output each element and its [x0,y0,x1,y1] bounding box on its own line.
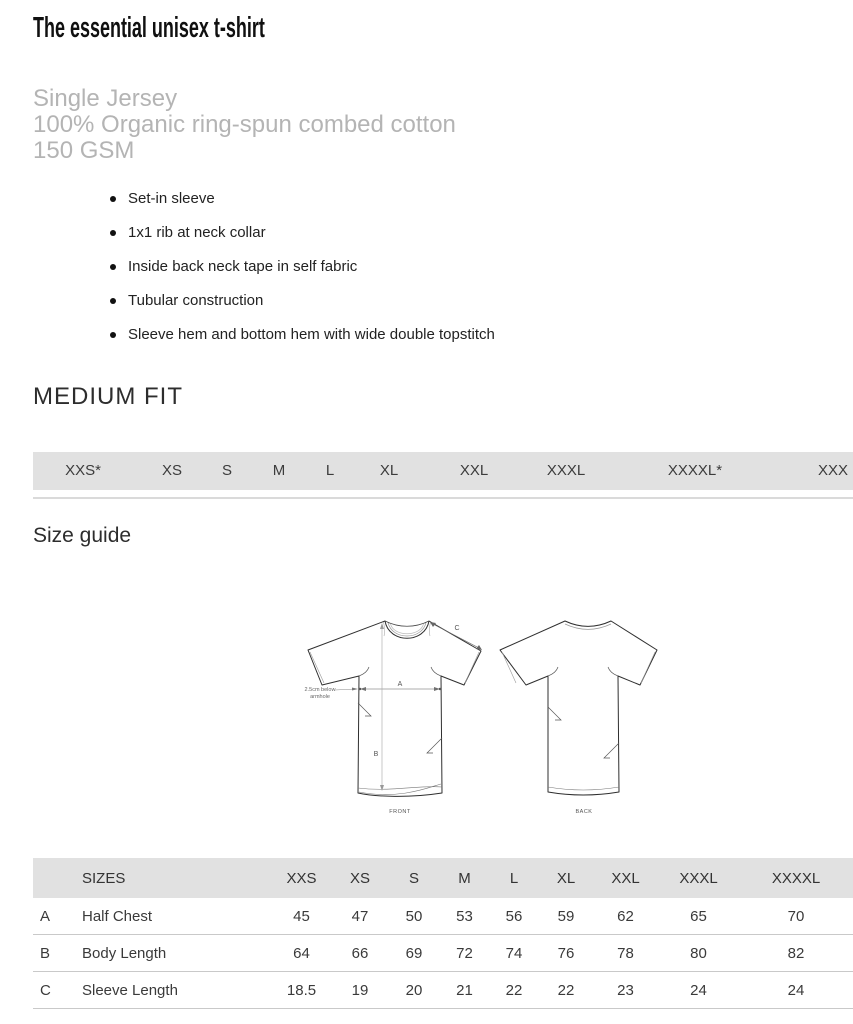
size-option-s[interactable]: S [221,462,233,479]
size-option-cutoff[interactable]: XXX [818,462,849,479]
cell-value: 24 [787,981,805,999]
size-option-xxs[interactable]: XXS* [65,462,101,479]
header-cell-xl: XL [556,869,576,887]
material-line-cotton: 100% Organic ring-spun combed cotton [33,111,456,138]
annotation-line1: 2.5cm below [304,687,336,693]
header-cell-xs: XS [349,869,370,887]
feature-item: 1x1 rib at neck collar [110,222,495,244]
header-cell-xxxxl: XXXXL [771,869,821,887]
row-letter: C [40,981,51,999]
page-title: The essential unisex t-shirt [33,12,265,44]
cell-value: 22 [557,981,575,999]
cell-value: 21 [456,981,473,999]
cell-value: 69 [405,944,423,962]
header-cell-m: M [458,869,471,887]
size-selector-strip[interactable] [33,452,853,490]
cell-value: 72 [456,944,473,962]
cell-value: 23 [617,981,634,999]
cell-value: 22 [505,981,523,999]
cell-value: 65 [690,907,707,925]
size-guide-heading: Size guide [33,524,132,547]
cell-value: 45 [293,907,310,925]
feature-item: Inside back neck tape in self fabric [110,256,495,278]
front-tshirt-drawing [308,621,481,796]
table-row-body-length [33,935,853,972]
header-cell-xxs: XXS [286,869,317,887]
cell-value: 53 [456,907,473,925]
material-line-gsm: 150 GSM [33,137,135,164]
feature-item: Tubular construction [110,290,495,312]
dim-b-label: B [373,751,379,758]
row-label: Sleeve Length [82,981,178,999]
feature-list [110,188,495,358]
header-cell-sizes: SIZES [82,869,126,887]
cell-value: 70 [787,907,805,925]
cell-value: 64 [293,944,310,962]
size-option-xxxl[interactable]: XXXL [546,462,586,479]
cell-value: 50 [405,907,423,925]
annotation-line2: armhole [310,694,330,700]
feature-item: Set-in sleeve [110,188,495,210]
row-label: Body Length [82,944,167,962]
header-cell-s: S [408,869,419,887]
armhole-annotation [305,687,358,700]
cell-value: 66 [351,944,369,962]
material-line-jersey: Single Jersey [33,85,178,112]
strip-underline [33,497,853,499]
size-option-xxxxl[interactable]: XXXXL* [667,462,723,479]
product-material-summary [33,86,456,164]
cell-value: 76 [557,944,575,962]
cell-value: 19 [351,981,369,999]
table-row-half-chest [33,898,853,935]
table-row-sleeve-length [33,972,853,1009]
size-guide-table [33,858,853,1009]
header-cell-xxl: XXL [611,869,640,887]
cell-value: 20 [405,981,423,999]
row-letter: B [40,944,51,962]
cell-value: 80 [690,944,707,962]
size-option-xxl[interactable]: XXL [459,462,489,479]
size-option-xl[interactable]: XL [379,462,399,479]
tshirt-measurement-diagram [280,595,680,830]
dim-c-label: C [454,625,460,632]
header-cell-xxxl: XXXL [679,869,718,887]
feature-item: Sleeve hem and bottom hem with wide double topstitch [110,324,495,346]
cell-value: 74 [505,944,523,962]
table-header-row [33,858,853,898]
header-cell-l: L [509,869,519,887]
front-label: FRONT [389,809,411,815]
size-option-l[interactable]: L [325,462,335,479]
cell-value: 62 [617,907,634,925]
cell-value: 47 [351,907,369,925]
dim-a-label: A [397,681,403,688]
cell-value: 78 [617,944,634,962]
row-letter: A [40,907,51,925]
cell-value: 56 [505,907,523,925]
back-label: BACK [575,809,593,815]
cell-value: 18.5 [286,981,317,999]
size-option-m[interactable]: M [272,462,286,479]
cell-value: 24 [690,981,707,999]
size-option-xs[interactable]: XS [161,462,183,479]
cell-value: 59 [557,907,575,925]
cell-value: 82 [787,944,805,962]
fit-heading: MEDIUM FIT [33,383,183,410]
row-label: Half Chest [82,907,153,925]
back-tshirt-drawing [500,621,657,795]
